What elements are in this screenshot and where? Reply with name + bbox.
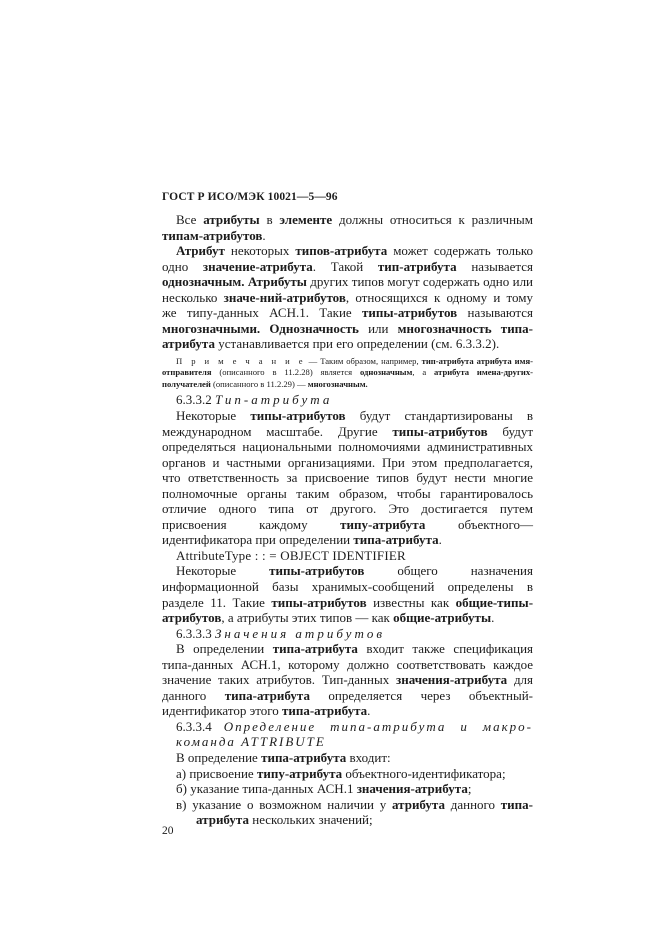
text: , а bbox=[412, 367, 427, 378]
section-heading bbox=[162, 392, 533, 408]
term: общие-типы-атрибутов bbox=[162, 594, 534, 626]
term: однозначным bbox=[359, 367, 413, 378]
text: некоторых bbox=[230, 243, 290, 259]
term: тип-атрибута атрибута имя-отправителя bbox=[162, 355, 533, 378]
text: . bbox=[262, 227, 266, 243]
term: многозначными. bbox=[162, 320, 261, 336]
term: тип-атрибута bbox=[377, 258, 457, 274]
text: (описанного в 11.2.29) — bbox=[212, 378, 306, 389]
term: общие-атрибуты bbox=[393, 610, 492, 626]
section-heading bbox=[162, 719, 533, 750]
term: типа-атрибута bbox=[272, 641, 358, 657]
text: объектного—идентификатора при определении bbox=[162, 516, 534, 548]
text: а) присвоение bbox=[176, 765, 254, 781]
text: определяется через объектный-идентификатор этого bbox=[162, 687, 534, 719]
term: значение-атрибута bbox=[202, 258, 313, 274]
text: ; bbox=[467, 781, 472, 797]
text: будут стандартизированы в международном масштабе. Другие bbox=[162, 407, 533, 439]
text: в) указание о возможном наличии у bbox=[176, 796, 387, 812]
text: называются bbox=[467, 305, 533, 321]
section-number: 6.3.3.4 bbox=[176, 718, 212, 734]
term: Атрибут bbox=[176, 243, 225, 259]
page-number: 20 bbox=[162, 825, 174, 837]
text: В определение bbox=[176, 750, 258, 765]
paragraph bbox=[162, 243, 533, 352]
text: должны относиться к различным bbox=[338, 212, 533, 227]
note bbox=[162, 356, 533, 391]
term: Однозначность bbox=[269, 320, 359, 336]
section-title: Значения атрибутов bbox=[215, 625, 385, 641]
text: б) указание типа-данных АСН.1 bbox=[176, 781, 354, 797]
text: входит: bbox=[349, 750, 391, 765]
text: Некоторые bbox=[176, 407, 237, 423]
term: типа-атрибута bbox=[281, 703, 368, 719]
term: типа-атрибута bbox=[224, 687, 310, 703]
text: других типов могут содержать одно или несколько bbox=[162, 274, 534, 305]
text: устанавливается при его определении (см. 6.3.3.2). bbox=[218, 336, 500, 352]
term: типы-атрибутов bbox=[271, 594, 367, 610]
term: типам-атрибутов bbox=[162, 227, 263, 243]
term: типу-атрибута bbox=[340, 516, 426, 532]
term: типа-атрибута bbox=[353, 532, 439, 548]
term: атрибуты bbox=[203, 212, 260, 227]
text: , а атрибуты этих типов — как bbox=[221, 610, 390, 626]
term: однозначным. bbox=[162, 274, 245, 290]
text: общего назначения информационной базы хранимых-сообщений определены в разделе 11. Такие bbox=[162, 563, 533, 610]
section-number: 6.3.3.2 bbox=[176, 392, 212, 408]
term: типа-атрибута bbox=[196, 796, 533, 828]
section-title: Тип-атрибута bbox=[215, 392, 333, 408]
text: будут определяться национальными полномочиями административных органов и частными организациями. При этом предполагается, что ответственность за присвоение типов будут нести многие полномочные органы таким образом, чтобы гарантировалось отличие одного типа от другого. Это достигается путем присвоения каждому bbox=[162, 423, 534, 532]
text: входит также спецификация типа-данных АСН.1, которому должно соответствовать каждое значение таких атрибутов. Тип-данных bbox=[162, 641, 534, 688]
term: значения-атрибута bbox=[396, 672, 508, 688]
paragraph bbox=[162, 563, 533, 625]
text: Некоторые bbox=[176, 563, 237, 579]
list-item bbox=[162, 781, 533, 797]
term: атрибута имена-других-получателей bbox=[162, 367, 533, 389]
text: нескольких значений; bbox=[252, 812, 373, 828]
note-label: П р и м е ч а н и е bbox=[176, 355, 306, 366]
term: типы-атрибутов bbox=[362, 305, 458, 321]
section-heading bbox=[162, 626, 533, 642]
text: или bbox=[368, 320, 389, 336]
text: для данного bbox=[162, 672, 534, 703]
term: значения-атрибута bbox=[356, 781, 468, 797]
paragraph bbox=[162, 408, 533, 548]
term: типы-атрибутов bbox=[269, 563, 365, 579]
paragraph bbox=[162, 212, 533, 243]
term: типы-атрибутов bbox=[392, 423, 488, 439]
text: . bbox=[367, 703, 371, 719]
asn-definition: AttributeType : : = OBJECT IDENTIFIER bbox=[176, 547, 406, 563]
text: может содержать только одно bbox=[162, 243, 534, 274]
text: известны как bbox=[373, 594, 450, 610]
term: значе-ний-атрибутов bbox=[223, 289, 346, 305]
term: элементе bbox=[279, 212, 333, 227]
section-number: 6.3.3.3 bbox=[176, 625, 212, 641]
text: . bbox=[438, 532, 442, 548]
term: типа-атрибута bbox=[261, 750, 347, 765]
term: типов-атрибута bbox=[295, 243, 388, 259]
text: В определении bbox=[176, 641, 265, 657]
text: данного bbox=[450, 796, 496, 812]
text: Все bbox=[176, 212, 197, 227]
text: в bbox=[266, 212, 273, 227]
text: (описанного в 11.2.28) является bbox=[219, 367, 353, 378]
text: называется bbox=[471, 258, 534, 274]
term: Атрибуты bbox=[247, 274, 307, 290]
term: типы-атрибутов bbox=[250, 407, 346, 423]
body-text bbox=[162, 212, 533, 828]
running-header: ГОСТ Р ИСО/МЭК 10021—5—96 bbox=[162, 191, 338, 203]
text: — Таким образом, например, bbox=[308, 355, 419, 366]
text: объектного-идентификатора; bbox=[345, 765, 506, 781]
term: типу-атрибута bbox=[256, 765, 343, 781]
text: . Такой bbox=[312, 258, 364, 274]
section-title: Определение типа-атрибута и макро-команда ATTRIBUTE bbox=[176, 718, 533, 750]
text: . bbox=[491, 610, 495, 626]
term: атрибута bbox=[392, 796, 445, 812]
paragraph bbox=[162, 750, 533, 766]
term: многозначность типа-атрибута bbox=[162, 320, 534, 352]
list-item bbox=[162, 797, 533, 828]
text: , относящихся к одному и тому же типу-данных АСН.1. Такие bbox=[162, 289, 534, 321]
list-item bbox=[162, 766, 533, 782]
term: многозначным. bbox=[307, 378, 368, 389]
paragraph bbox=[162, 641, 533, 719]
